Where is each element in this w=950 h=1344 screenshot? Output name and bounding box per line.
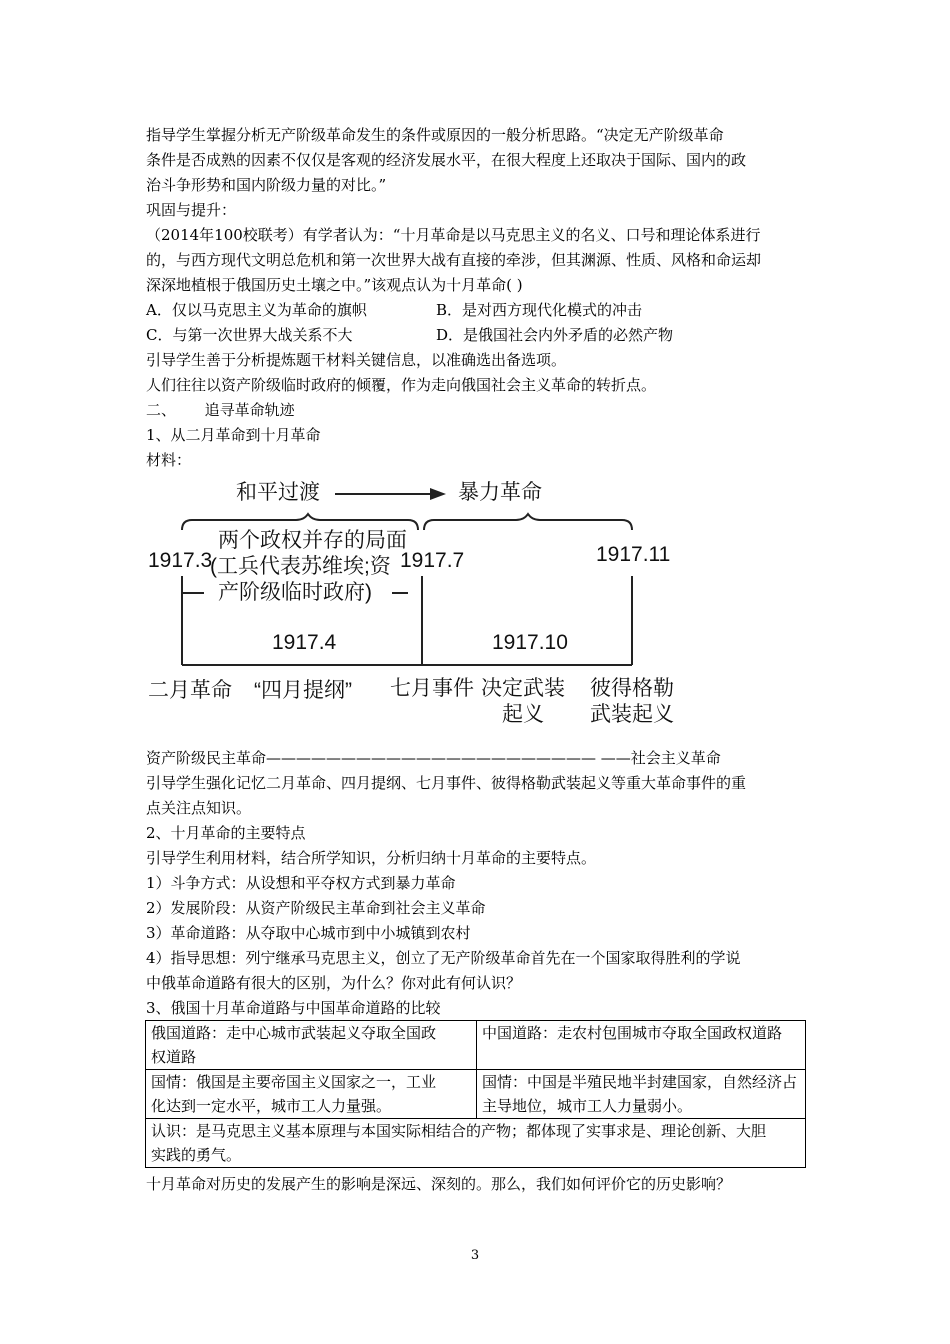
revolution-stages-line: 资产阶级民主革命—————————————————————— ——社会主义革命 [146, 749, 721, 767]
material-label: 材料： [146, 451, 192, 469]
peaceful-transition-label: 和平过渡 [236, 481, 320, 504]
question-line-2: 的，与西方现代文明总危机和第一次世界大战有直接的牵涉，但其渊源、性质、风格和命运却 [146, 251, 762, 269]
table-cell [477, 1021, 806, 1070]
russia-conditions-line-2: 化达到一定水平，城市工人力量强。 [151, 1097, 392, 1115]
table-cell [477, 1070, 806, 1119]
date-1917-10: 1917.10 [492, 631, 568, 654]
question-line-3: 深深地植根于俄国历史土壤之中。”该观点认为十月革命( ) [146, 276, 523, 294]
turning-point-line: 人们往往以资产阶级临时政府的倾覆，作为走向俄国社会主义革命的转折点。 [146, 376, 657, 394]
feature-3: 3）革命道路：从夺取中心城市到中小城镇到农村 [146, 924, 471, 942]
brace-right [424, 514, 632, 530]
question-line-1: （2014年100校联考）有学者认为：“十月革命是以马克思主义的名义、口号和理论体系进行 [146, 226, 761, 244]
memo-line-1: 引导学生强化记忆二月革命、四月提纲、七月事件、彼得格勒武装起义等重大革命事件的重 [146, 774, 747, 792]
closing-line: 十月革命对历史的发展产生的影响是深远、深刻的。那么，我们如何评价它的历史影响？ [146, 1175, 732, 1193]
russia-road-line-1: 俄国道路：走中心城市武装起义夺取全国政 [151, 1024, 437, 1042]
table-row [146, 1070, 806, 1119]
subsection-3-heading: 3、俄国十月革命道路与中国革命道路的比较 [146, 999, 441, 1017]
feature-2: 2）发展阶段：从资产阶级民主革命到社会主义革命 [146, 899, 486, 917]
dual-power-line-1: 两个政权并存的局面 [218, 529, 407, 552]
section-2-heading: 二、 追寻革命轨迹 [146, 401, 295, 419]
table-cell [146, 1070, 477, 1119]
event-petrograd-uprising-2: 武装起义 [590, 703, 674, 726]
event-armed-uprising-decision-1: 决定武装 [481, 677, 565, 700]
table-cell [146, 1119, 806, 1168]
question-line: 中俄革命道路有很大的区别，为什么？你对此有何认识？ [146, 974, 522, 992]
date-1917-4: 1917.4 [272, 631, 337, 654]
china-conditions-line-1: 国情：中国是半殖民地半封建国家，自然经济占 [482, 1073, 798, 1091]
china-conditions-line-2: 主导地位，城市工人力量弱小。 [482, 1097, 693, 1115]
guide-line: 引导学生善于分析提炼题干材料关键信息，以准确选出备选项。 [146, 351, 567, 369]
russia-road-line-2: 权道路 [151, 1048, 197, 1066]
dual-power-line-3: 产阶级临时政府) [218, 581, 372, 604]
date-1917-7: 1917.7 [400, 549, 465, 572]
guide-line-2: 引导学生利用材料，结合所学知识，分析归纳十月革命的主要特点。 [146, 849, 597, 867]
feature-1: 1）斗争方式：从设想和平夺权方式到暴力革命 [146, 874, 456, 892]
comparison-table [145, 1020, 806, 1168]
violent-revolution-label: 暴力革命 [458, 481, 542, 504]
option-c: C．与第一次世界大战关系不大 [146, 326, 353, 344]
table-row [146, 1021, 806, 1070]
table-cell [146, 1021, 477, 1070]
date-1917-3: 1917.3 [148, 549, 213, 572]
table-row [146, 1119, 806, 1168]
event-april-theses: “四月提纲” [254, 679, 352, 702]
feature-4: 4）指导思想：列宁继承马克思主义，创立了无产阶级革命首先在一个国家取得胜利的学说 [146, 949, 741, 967]
china-road: 中国道路：走农村包围城市夺取全国政权道路 [482, 1024, 783, 1042]
revolution-timeline-diagram [146, 472, 686, 734]
understanding-line-1: 认识：是马克思主义基本原理与本国实际相结合的产物；都体现了实事求是、理论创新、大胆 [151, 1122, 767, 1140]
dual-power-line-2: (工兵代表苏维埃;资 [210, 555, 391, 578]
date-1917-11: 1917.11 [596, 543, 671, 566]
event-july-days: 七月事件 [390, 677, 474, 700]
subsection-1-heading: 1、从二月革命到十月革命 [146, 426, 321, 444]
consolidate-heading: 巩固与提升： [146, 201, 237, 219]
memo-line-2: 点关注点知识。 [146, 799, 252, 817]
subsection-2-heading: 2、十月革命的主要特点 [146, 824, 306, 842]
option-d: D．是俄国社会内外矛盾的必然产物 [436, 326, 674, 344]
event-february-revolution: 二月革命 [148, 679, 232, 702]
intro-line-3: 治斗争形势和国内阶级力量的对比。” [146, 176, 387, 194]
russia-conditions-line-1: 国情：俄国是主要帝国主义国家之一，工业 [151, 1073, 437, 1091]
option-b: B．是对西方现代化模式的冲击 [436, 301, 643, 319]
option-a: A．仅以马克思主义为革命的旗帜 [146, 301, 367, 319]
intro-line-1: 指导学生掌握分析无产阶级革命发生的条件或原因的一般分析思路。“决定无产阶级革命 [146, 126, 724, 144]
arrow-head [430, 488, 446, 500]
event-armed-uprising-decision-2: 起义 [502, 703, 544, 726]
page-number: 3 [470, 1248, 480, 1263]
event-petrograd-uprising-1: 彼得格勒 [590, 677, 674, 700]
intro-line-2: 条件是否成熟的因素不仅仅是客观的经济发展水平，在很大程度上还取决于国际、国内的政 [146, 151, 747, 169]
understanding-line-2: 实践的勇气。 [151, 1146, 242, 1164]
